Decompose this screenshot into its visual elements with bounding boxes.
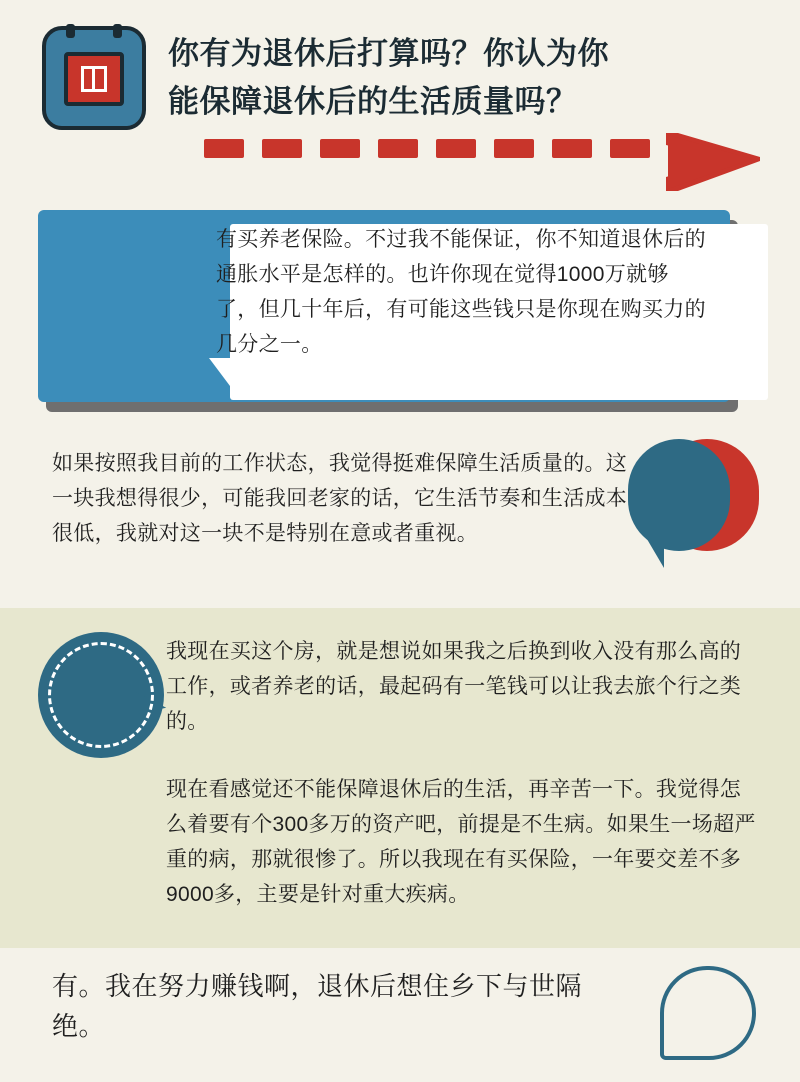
- answer-1-text: 有买养老保险。不过我不能保证，你不知道退休后的通胀水平是怎样的。也许你现在觉得1000万就够了，但几十年后，有可能这些钱只是你现在购买力的几分之一。: [216, 228, 706, 356]
- logo-tab-right: [113, 24, 122, 38]
- answer-card-3: [0, 608, 800, 948]
- bubble-outline-shape: [660, 966, 756, 1060]
- book-logo-icon: [42, 26, 146, 130]
- answer-2-text: 如果按照我目前的工作状态，我觉得挺难保障生活质量的。这一块我想得很少，可能我回老家的话，它生活节奏和生活成本很低，我就对这一块不是特别在意或者重视。: [52, 452, 628, 545]
- logo-glyph: [81, 66, 107, 92]
- answer-4-text: 有。我在努力赚钱啊，退休后想住乡下与世隔绝。: [52, 971, 583, 1041]
- dashed-arrow-right-icon: [204, 133, 764, 195]
- speech-tail: [209, 358, 233, 390]
- answer-card-4: [0, 948, 800, 1082]
- answer-card-1: [0, 196, 800, 428]
- answer-card-2: [0, 430, 800, 608]
- answer-3-paragraph-1: 我现在买这个房，就是想说如果我之后换到收入没有那么高的工作，或者养老的话，最起码有一笔钱可以让我去旅个行之类的。: [166, 640, 742, 733]
- logo-inner-shape: [64, 52, 124, 106]
- page-title: [168, 30, 768, 126]
- logo-tab-left: [66, 24, 75, 38]
- page-title-line-2: 能保障退休后的生活质量吗？: [168, 84, 578, 119]
- page-title-line-1: 你有为退休后打算吗？你认为你: [168, 36, 609, 71]
- header: [0, 0, 800, 196]
- bubble-tail: [630, 534, 664, 568]
- bubble-circle-dashed-ring: [48, 642, 154, 748]
- answer-3-paragraph-2: 现在看感觉还不能保障退休后的生活，再辛苦一下。我觉得怎么着要有个300多万的资产吧，前提是不生病。如果生一场超严重的病，那就很惨了。所以我现在有买保险，一年要交差不多9000多，主要是针对重大疾病。: [166, 778, 756, 906]
